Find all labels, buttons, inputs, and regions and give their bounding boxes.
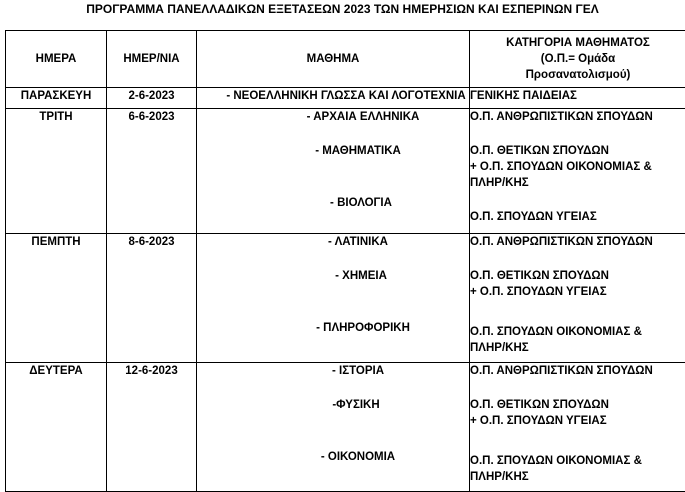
category-line: ΠΛΗΡ/ΚΗΣ: [470, 175, 685, 191]
date-cell: 2-6-2023: [107, 88, 197, 109]
subject-name: - ΜΑΘΗΜΑΤΙΚΑ: [197, 143, 469, 159]
subject-name: - ΟΙΚΟΝΟΜΙΑ: [197, 449, 469, 465]
day-cell: ΔΕΥΤΕΡΑ: [6, 363, 107, 492]
day-cell: ΠΕΜΠΤΗ: [6, 234, 107, 363]
subject-name: - ΠΛΗΡΟΦΟΡΙΚΗ: [197, 320, 469, 336]
header-category: [470, 31, 685, 88]
date-cell: 8-6-2023: [107, 234, 197, 363]
subject-cell: [197, 234, 470, 363]
table-row: [6, 234, 685, 363]
exam-schedule-table: [5, 30, 685, 492]
category-cell: [470, 88, 685, 109]
category-line: Ο.Π. ΘΕΤΙΚΩΝ ΣΠΟΥΔΩΝ: [470, 143, 685, 159]
header-category-line: ΚΑΤΗΓΟΡΙΑ ΜΑΘΗΜΑΤΟΣ: [470, 35, 685, 51]
category-line: Ο.Π. ΑΝΘΡΩΠΙΣΤΙΚΩΝ ΣΠΟΥΔΩΝ: [470, 109, 685, 125]
category-line: Ο.Π. ΣΠΟΥΔΩΝ ΟΙΚΟΝΟΜΙΑΣ &: [470, 453, 685, 469]
category-line: Ο.Π. ΑΝΘΡΩΠΙΣΤΙΚΩΝ ΣΠΟΥΔΩΝ: [470, 363, 685, 379]
day-cell: ΠΑΡΑΣΚΕΥΗ: [6, 88, 107, 109]
page-title: ΠΡΟΓΡΑΜΜΑ ΠΑΝΕΛΛΑΔΙΚΩΝ ΕΞΕΤΑΣΕΩΝ 2023 ΤΩΝ ΗΜΕΡΗΣΙΩΝ ΚΑΙ ΕΣΠΕΡΙΝΩΝ ΓΕΛ: [0, 2, 685, 16]
header-row: [6, 31, 685, 88]
subject-cell: [197, 88, 470, 109]
header-date: ΗΜΕΡ/ΝΙΑ: [107, 31, 197, 88]
table-row: [6, 363, 685, 492]
category-line: Ο.Π. ΣΠΟΥΔΩΝ ΟΙΚΟΝΟΜΙΑΣ &: [470, 324, 685, 340]
category-line: + Ο.Π. ΣΠΟΥΔΩΝ ΟΙΚΟΝΟΜΙΑΣ &: [470, 159, 685, 175]
header-category-line: Προσανατολισμού): [470, 67, 685, 83]
subject-name: - ΙΣΤΟΡΙΑ: [197, 363, 469, 379]
table-row: [6, 88, 685, 109]
subject-name: - ΧΗΜΕΙΑ: [197, 268, 469, 284]
subject-name: -ΦΥΣΙΚΗ: [197, 397, 469, 413]
subject-name: - ΝΕΟΕΛΛΗΝΙΚΗ ΓΛΩΣΣΑ ΚΑΙ ΛΟΓΟΤΕΧΝΙΑ: [197, 88, 469, 104]
subject-name: - ΛΑΤΙΝΙΚΑ: [197, 234, 469, 250]
category-line: ΠΛΗΡ/ΚΗΣ: [470, 469, 685, 485]
subject-cell: [197, 363, 470, 492]
category-line: Ο.Π. ΘΕΤΙΚΩΝ ΣΠΟΥΔΩΝ: [470, 397, 685, 413]
subject-cell: [197, 109, 470, 234]
header-category-line: (Ο.Π.= Ομάδα: [470, 51, 685, 67]
header-subject: ΜΑΘΗΜΑ: [197, 31, 470, 88]
day-cell: ΤΡΙΤΗ: [6, 109, 107, 234]
category-cell: [470, 363, 685, 492]
category-line: + Ο.Π. ΣΠΟΥΔΩΝ ΥΓΕΙΑΣ: [470, 284, 685, 300]
category-line: + Ο.Π. ΣΠΟΥΔΩΝ ΥΓΕΙΑΣ: [470, 413, 685, 429]
date-cell: 12-6-2023: [107, 363, 197, 492]
header-day: ΗΜΕΡΑ: [6, 31, 107, 88]
subject-name: - ΑΡΧΑΙΑ ΕΛΛΗΝΙΚΑ: [197, 109, 469, 125]
category-line: Ο.Π. ΑΝΘΡΩΠΙΣΤΙΚΩΝ ΣΠΟΥΔΩΝ: [470, 234, 685, 250]
category-line: ΓΕΝΙΚΗΣ ΠΑΙΔΕΙΑΣ: [470, 88, 685, 104]
subject-name: - ΒΙΟΛΟΓΙΑ: [197, 195, 469, 211]
date-cell: 6-6-2023: [107, 109, 197, 234]
table-row: [6, 109, 685, 234]
category-cell: [470, 109, 685, 234]
category-cell: [470, 234, 685, 363]
category-line: Ο.Π. ΣΠΟΥΔΩΝ ΥΓΕΙΑΣ: [470, 209, 685, 225]
category-line: Ο.Π. ΘΕΤΙΚΩΝ ΣΠΟΥΔΩΝ: [470, 268, 685, 284]
category-line: ΠΛΗΡ/ΚΗΣ: [470, 340, 685, 356]
